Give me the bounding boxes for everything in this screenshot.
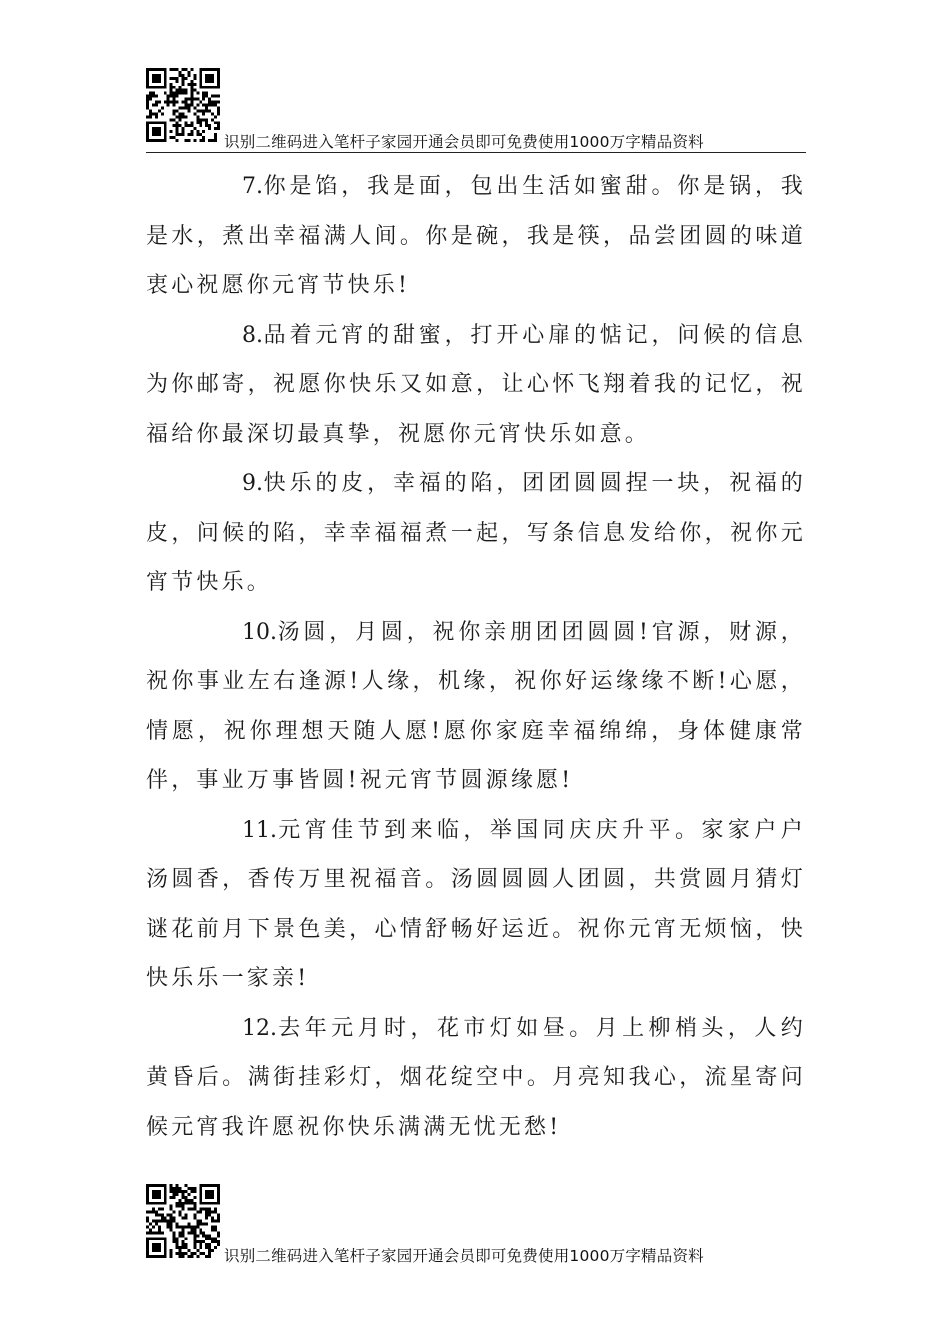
header-divider (146, 152, 806, 153)
paragraph-text: 去年元月时，花市灯如昼。月上柳梢头，人约黄昏后。满街挂彩灯，烟花绽空中。月亮知我心，流星寄问候元宵我许愿祝你快乐满满无忧无愁! (146, 1015, 806, 1140)
paragraph-number: 9. (242, 471, 263, 496)
header-banner-text: 识别二维码进入笔杆子家园开通会员即可免费使用1000万字精品资料 (224, 133, 704, 151)
header-qr-code-icon (146, 68, 220, 142)
qr-code-icon (146, 1184, 220, 1258)
paragraph-text: 你是馅，我是面，包出生活如蜜甜。你是锅，我是水，煮出幸福满人间。你是碗，我是筷，品尝团圆的味道衷心祝愿你元宵节快乐! (146, 174, 806, 298)
paragraph-text: 元宵佳节到来临，举国同庆庆升平。家家户户汤圆香，香传万里祝福音。汤圆圆圆人团圆，共赏圆月猜灯谜花前月下景色美，心情舒畅好运近。祝你元宵无烦恼，快快乐乐一家亲! (146, 817, 806, 991)
paragraph-number: 8. (242, 322, 263, 348)
paragraph-text: 品着元宵的甜蜜，打开心扉的惦记，问候的信息为你邮寄，祝愿你快乐又如意，让心怀飞翔着我的记忆，祝福给你最深切最真挚，祝愿你元宵快乐如意。 (146, 322, 806, 447)
document-body (146, 162, 806, 1152)
paragraph-7 (146, 162, 806, 311)
paragraph-number: 11. (242, 817, 277, 843)
footer-banner-text: 识别二维码进入笔杆子家园开通会员即可免费使用1000万字精品资料 (224, 1247, 704, 1265)
paragraph-9 (146, 459, 806, 608)
paragraph-text: 快乐的皮，幸福的陷，团团圆圆捏一块，祝福的皮，问候的陷，幸幸福福煮一起，写条信息发给你，祝你元宵节快乐。 (146, 471, 806, 595)
footer-qr-code-icon (146, 1184, 220, 1258)
paragraph-text: 汤圆，月圆，祝你亲朋团团圆圆!官源，财源，祝你事业左右逢源!人缘，机缘，祝你好运缘缘不断!心愿，情愿，祝你理想天随人愿!愿你家庭幸福绵绵，身体健康常伴，事业万事皆圆!祝元宵节圆源缘愿! (146, 619, 806, 793)
paragraph-number: 10. (242, 619, 277, 645)
paragraph-number: 7. (242, 174, 263, 199)
qr-code-icon (146, 68, 220, 142)
paragraph-10 (146, 608, 806, 806)
paragraph-12 (146, 1004, 806, 1153)
paragraph-11 (146, 806, 806, 1004)
paragraph-8 (146, 311, 806, 460)
paragraph-number: 12. (242, 1015, 277, 1041)
